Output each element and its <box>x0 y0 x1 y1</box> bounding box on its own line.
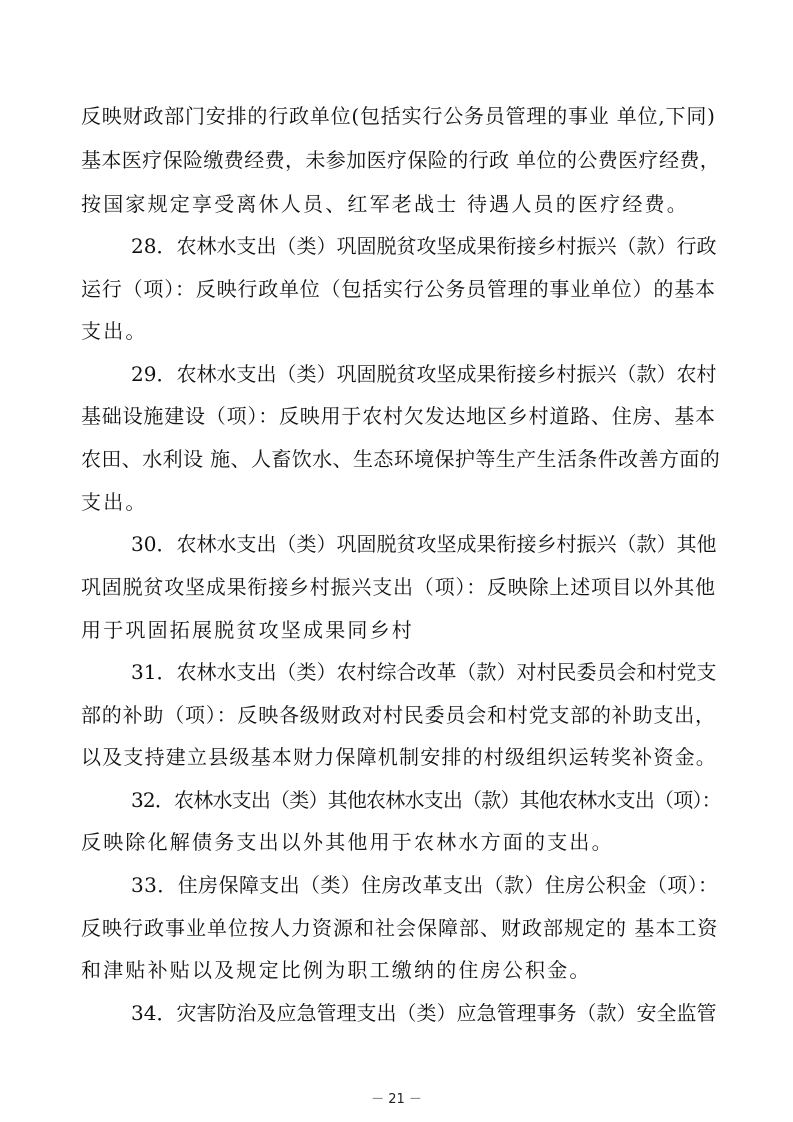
text-line: 用于巩固拓展脱贫攻坚成果同乡村 <box>81 618 414 642</box>
text-line: 农田、水利设 施、人畜饮水、生态环境保护等生产生活条件改善方面的 <box>81 447 721 471</box>
text-line: 基础设施建设（项）：反映用于农村欠发达地区乡村道路、住房、基本 <box>81 404 716 428</box>
text-line: 运行（项）：反映行政单位（包括实行公务员管理的事业单位）的基本 <box>81 277 716 301</box>
text-line: 30．农林水支出（类）巩固脱贫攻坚成果衔接乡村振兴（款）其他 <box>131 532 717 556</box>
text-line: 反映除化解债务支出以外其他用于农林水方面的支出。 <box>81 830 614 854</box>
text-line: 支出。 <box>81 319 148 343</box>
text-line: 按国家规定享受离休人员、红军老战士 待遇人员的医疗经费。 <box>81 192 689 216</box>
text-line: 基本医疗保险缴费经费，未参加医疗保险的行政 单位的公费医疗经费， <box>81 148 721 172</box>
text-line: 支出。 <box>81 490 148 514</box>
text-line: 33．住房保障支出（类）住房改革支出（款）住房公积金（项）： <box>131 873 719 897</box>
text-line: 32．农林水支出（类）其他农林水支出（款）其他农林水支出（项）： <box>131 788 721 812</box>
page-number: － 21 － <box>371 1092 422 1107</box>
text-line: 反映财政部门安排的行政单位(包括实行公务员管理的事业 单位,下同) <box>81 104 716 128</box>
text-line: 巩固脱贫攻坚成果衔接乡村振兴支出（项）：反映除上述项目以外其他 <box>81 575 716 599</box>
text-line: 31．农林水支出（类）农村综合改革（款）对村民委员会和村党支 <box>131 660 717 684</box>
text-line: 和津贴补贴以及规定比例为职工缴纳的住房公积金。 <box>81 958 592 982</box>
text-line: 28．农林水支出（类）巩固脱贫攻坚成果衔接乡村振兴（款）行政 <box>131 234 717 258</box>
text-line: 29．农林水支出（类）巩固脱贫攻坚成果衔接乡村振兴（款）农村 <box>131 362 717 386</box>
text-line: 以及支持建立县级基本财力保障机制安排的村级组织运转奖补资金。 <box>81 745 717 769</box>
text-line: 部的补助（项）：反映各级财政对村民委员会和村党支部的补助支出， <box>81 703 716 727</box>
text-line: 34．灾害防治及应急管理支出（类）应急管理事务（款）安全监管 <box>131 1001 717 1025</box>
text-line: 反映行政事业单位按人力资源和社会保障部、财政部规定的 基本工资 <box>81 916 719 940</box>
